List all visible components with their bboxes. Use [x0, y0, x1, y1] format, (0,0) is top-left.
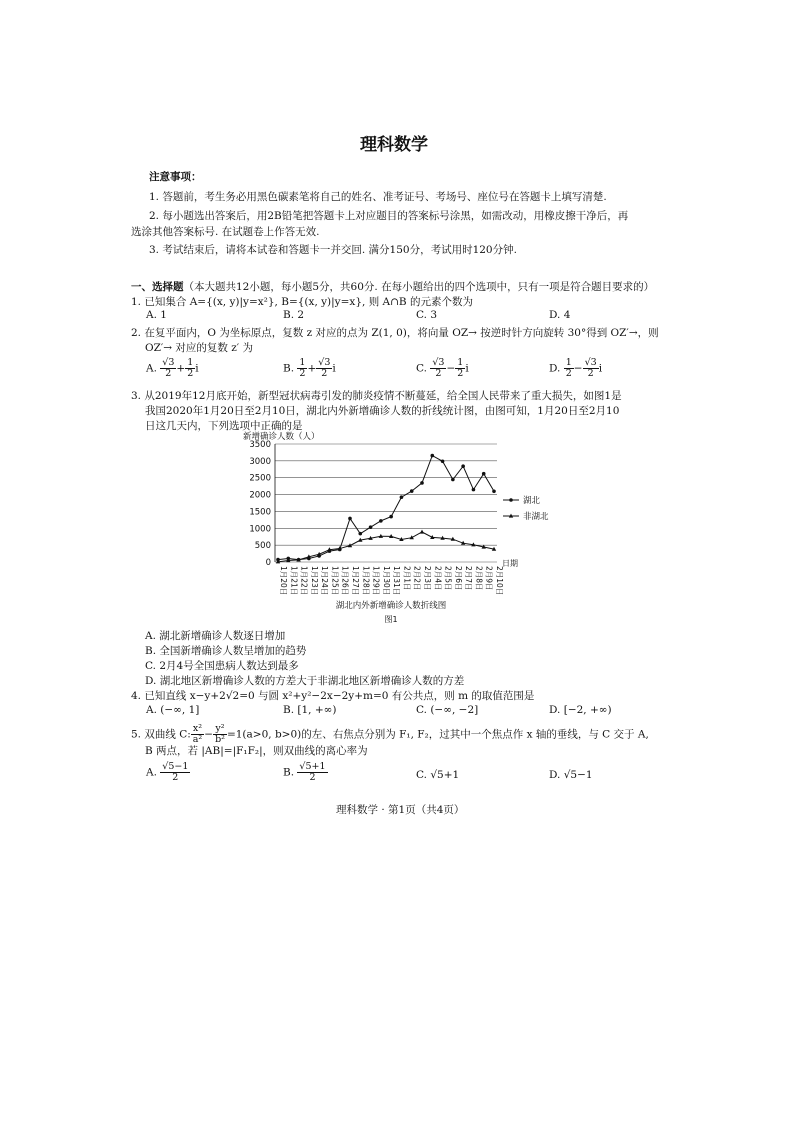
- q3-option-a: A. 湖北新增确诊人数逐日增加: [145, 630, 286, 642]
- data-point: [420, 481, 424, 485]
- chart-x-tick: 1月20日: [279, 566, 288, 596]
- data-point: [492, 490, 496, 494]
- question-4-stem: 4. 已知直线 x−y+2√2=0 与圆 x²+y²−2x−2y+m=0 有公共点，则 m 的取值范围是: [131, 690, 535, 702]
- chart-title: 湖北内外新增确诊人数折线图: [335, 601, 447, 611]
- q4-option-b: B. [1, +∞): [283, 704, 337, 716]
- chart-x-tick: 2月5日: [443, 566, 453, 591]
- chart-x-tick: 1月24日: [320, 566, 330, 596]
- chart-x-tick: 2月9日: [484, 566, 494, 591]
- chart-x-tick: 1月26日: [340, 566, 350, 596]
- question-3-stem-3: 日这几天内，下列选项中正确的是: [145, 420, 303, 432]
- chart-y-label: 新增确诊人数（人）: [243, 432, 320, 442]
- data-point: [410, 489, 414, 493]
- chart-x-tick: 2月7日: [464, 566, 474, 591]
- q1-option-c: C. 3: [416, 309, 438, 321]
- chart-x-tick: 1月31日: [392, 566, 402, 596]
- data-point: [441, 459, 445, 463]
- question-5-stem-line2: B 两点，若 |AB|=|F₁F₂|，则双曲线的离心率为: [145, 745, 368, 757]
- notice-item: 3. 考试结束后，请将本试卷和答题卡一并交回. 满分150分，考试用时120分钟.: [149, 244, 517, 256]
- question-2-stem-line2: OZ′→ 对应的复数 z′ 为: [145, 342, 254, 354]
- q3-option-c: C. 2月4号全国患病人数达到最多: [145, 660, 299, 672]
- data-point: [461, 464, 465, 468]
- q5-option-c: C. √5+1: [416, 769, 460, 781]
- chart-y-tick: 500: [254, 541, 271, 552]
- chart-y-tick: 0: [265, 558, 271, 568]
- chart-x-tick: 1月28日: [361, 566, 371, 596]
- data-point: [389, 515, 393, 519]
- line-chart: [235, 430, 575, 630]
- q2-option-b: B. $\frac{1}{2}$ + $\frac{√3}{2}$ i: [283, 357, 336, 379]
- data-point: [472, 488, 476, 492]
- notice-item: 1. 答题前，考生务必用黑色碳素笔将自己的姓名、准考证号、考场号、座位号在答题卡上填写清楚.: [149, 191, 607, 203]
- q4-option-c: C. (−∞, −2]: [416, 704, 479, 716]
- section-heading: [131, 280, 654, 294]
- q2-option-d: D. $\frac{1}{2}$ − $\frac{√3}{2}$ i: [549, 357, 603, 379]
- q1-option-d: D. 4: [549, 309, 571, 321]
- q4-option-a: A. (−∞, 1]: [146, 704, 200, 716]
- data-point: [482, 472, 486, 476]
- question-5-stem: 5. 双曲线 C: $\frac{\text{x²}}{\text{a²}}$ − $\frac{\text{y²}}{\text{b²}}$ =1(a>0, b>0)的左、右焦点分别为 F₁, F₂，过其中一个焦点作 x 轴的垂线，与 C 交于 A,: [131, 723, 649, 745]
- chart-x-tick: 1月21日: [289, 566, 299, 596]
- notice-heading: 注意事项：: [149, 171, 202, 183]
- page-footer: 理科数学 · 第1页（共4页）: [336, 804, 465, 816]
- notice-item: 选涂其他答案标号. 在试题卷上作答无效.: [131, 226, 320, 238]
- chart-y-tick: 1500: [249, 507, 271, 518]
- q3-option-d: D. 湖北地区新增确诊人数的方差大于非湖北地区新增确诊人数的方差: [145, 675, 465, 687]
- notice-item: 2. 每小题选出答案后，用2B铅笔把答题卡上对应题目的答案标号涂黑，如需改动，用橡皮擦干净后，再: [149, 210, 629, 222]
- chart-x-label: 日期: [502, 559, 518, 568]
- page-title: 理科数学: [360, 135, 428, 155]
- q3-option-b: B. 全国新增确诊人数呈增加的趋势: [145, 645, 307, 657]
- question-1-stem: 1. 已知集合 A={(x, y)|y=x²}, B={(x, y)|y=x}, 则 A∩B 的元素个数为: [131, 296, 473, 308]
- data-point: [369, 525, 373, 529]
- chart-x-tick: 1月23日: [309, 566, 319, 596]
- legend-label: 湖北: [523, 496, 541, 506]
- chart-x-tick: 2月6日: [453, 566, 463, 591]
- chart-x-tick: 2月4日: [433, 566, 443, 591]
- chart-y-tick: 2000: [249, 490, 271, 501]
- chart-x-tick: 1月27日: [351, 566, 360, 596]
- chart-x-tick: 2月1日: [402, 566, 412, 591]
- question-3-stem-2: 我国2020年1月20日至2月10日，湖北内外新增确诊人数的折线统计图，由图可知，1月20日至2月10: [145, 405, 620, 417]
- q2-option-a: A. $\frac{√3}{2}$ + $\frac{1}{2}$ i: [146, 357, 199, 379]
- chart-x-tick: 1月29日: [371, 566, 381, 596]
- q5-option-d: D. √5−1: [549, 769, 593, 781]
- q1-option-a: A. 1: [146, 309, 167, 321]
- question-2-stem: 2. 在复平面内，O 为坐标原点，复数 z 对应的点为 Z(1, 0)，将向量 OZ→ 按逆时针方向旋转 30°得到 OZ′→，则: [131, 327, 659, 339]
- q5-option-a: A. $\frac{√5-1}{2}$: [146, 761, 189, 783]
- chart-y-tick: 3500: [249, 440, 271, 450]
- chart-x-tick: 1月30日: [381, 566, 391, 596]
- figure-label: 图1: [384, 615, 398, 624]
- chart-x-tick: 2月8日: [474, 566, 484, 591]
- chart-x-tick: 2月2日: [412, 566, 422, 591]
- data-point: [358, 532, 362, 536]
- data-point: [451, 478, 455, 482]
- data-point: [430, 454, 434, 458]
- legend-marker: [509, 498, 513, 502]
- question-3-stem-1: 3. 从2019年12月底开始，新型冠状病毒引发的肺炎疫情不断蔓延，给全国人民带来了重大损失，如图1是: [131, 390, 622, 402]
- q4-option-d: D. [−2, +∞): [549, 704, 612, 716]
- section-label: 一、选择题: [131, 281, 184, 293]
- data-point: [348, 517, 352, 521]
- chart-x-tick: 2月3日: [423, 566, 432, 591]
- q5-option-b: B. $\frac{√5+1}{2}$: [283, 761, 326, 783]
- data-point: [420, 530, 424, 534]
- chart-x-tick: 1月22日: [299, 566, 309, 596]
- legend-label: 非湖北: [523, 512, 549, 522]
- q1-option-b: B. 2: [283, 309, 305, 321]
- chart-x-tick: 2月10日: [495, 566, 504, 596]
- chart-y-tick: 3000: [249, 456, 271, 467]
- chart-y-tick: 1000: [249, 524, 271, 535]
- q2-option-c: C. $\frac{√3}{2}$ − $\frac{1}{2}$ i: [416, 357, 469, 379]
- section-desc: （本大题共12小题，每小题5分，共60分. 在每小题给出的四个选项中，只有一项是符合题目要求的）: [183, 281, 655, 293]
- data-point: [400, 495, 404, 499]
- chart-y-tick: 2500: [249, 473, 271, 484]
- chart-x-tick: 1月25日: [330, 566, 340, 596]
- data-point: [379, 519, 383, 523]
